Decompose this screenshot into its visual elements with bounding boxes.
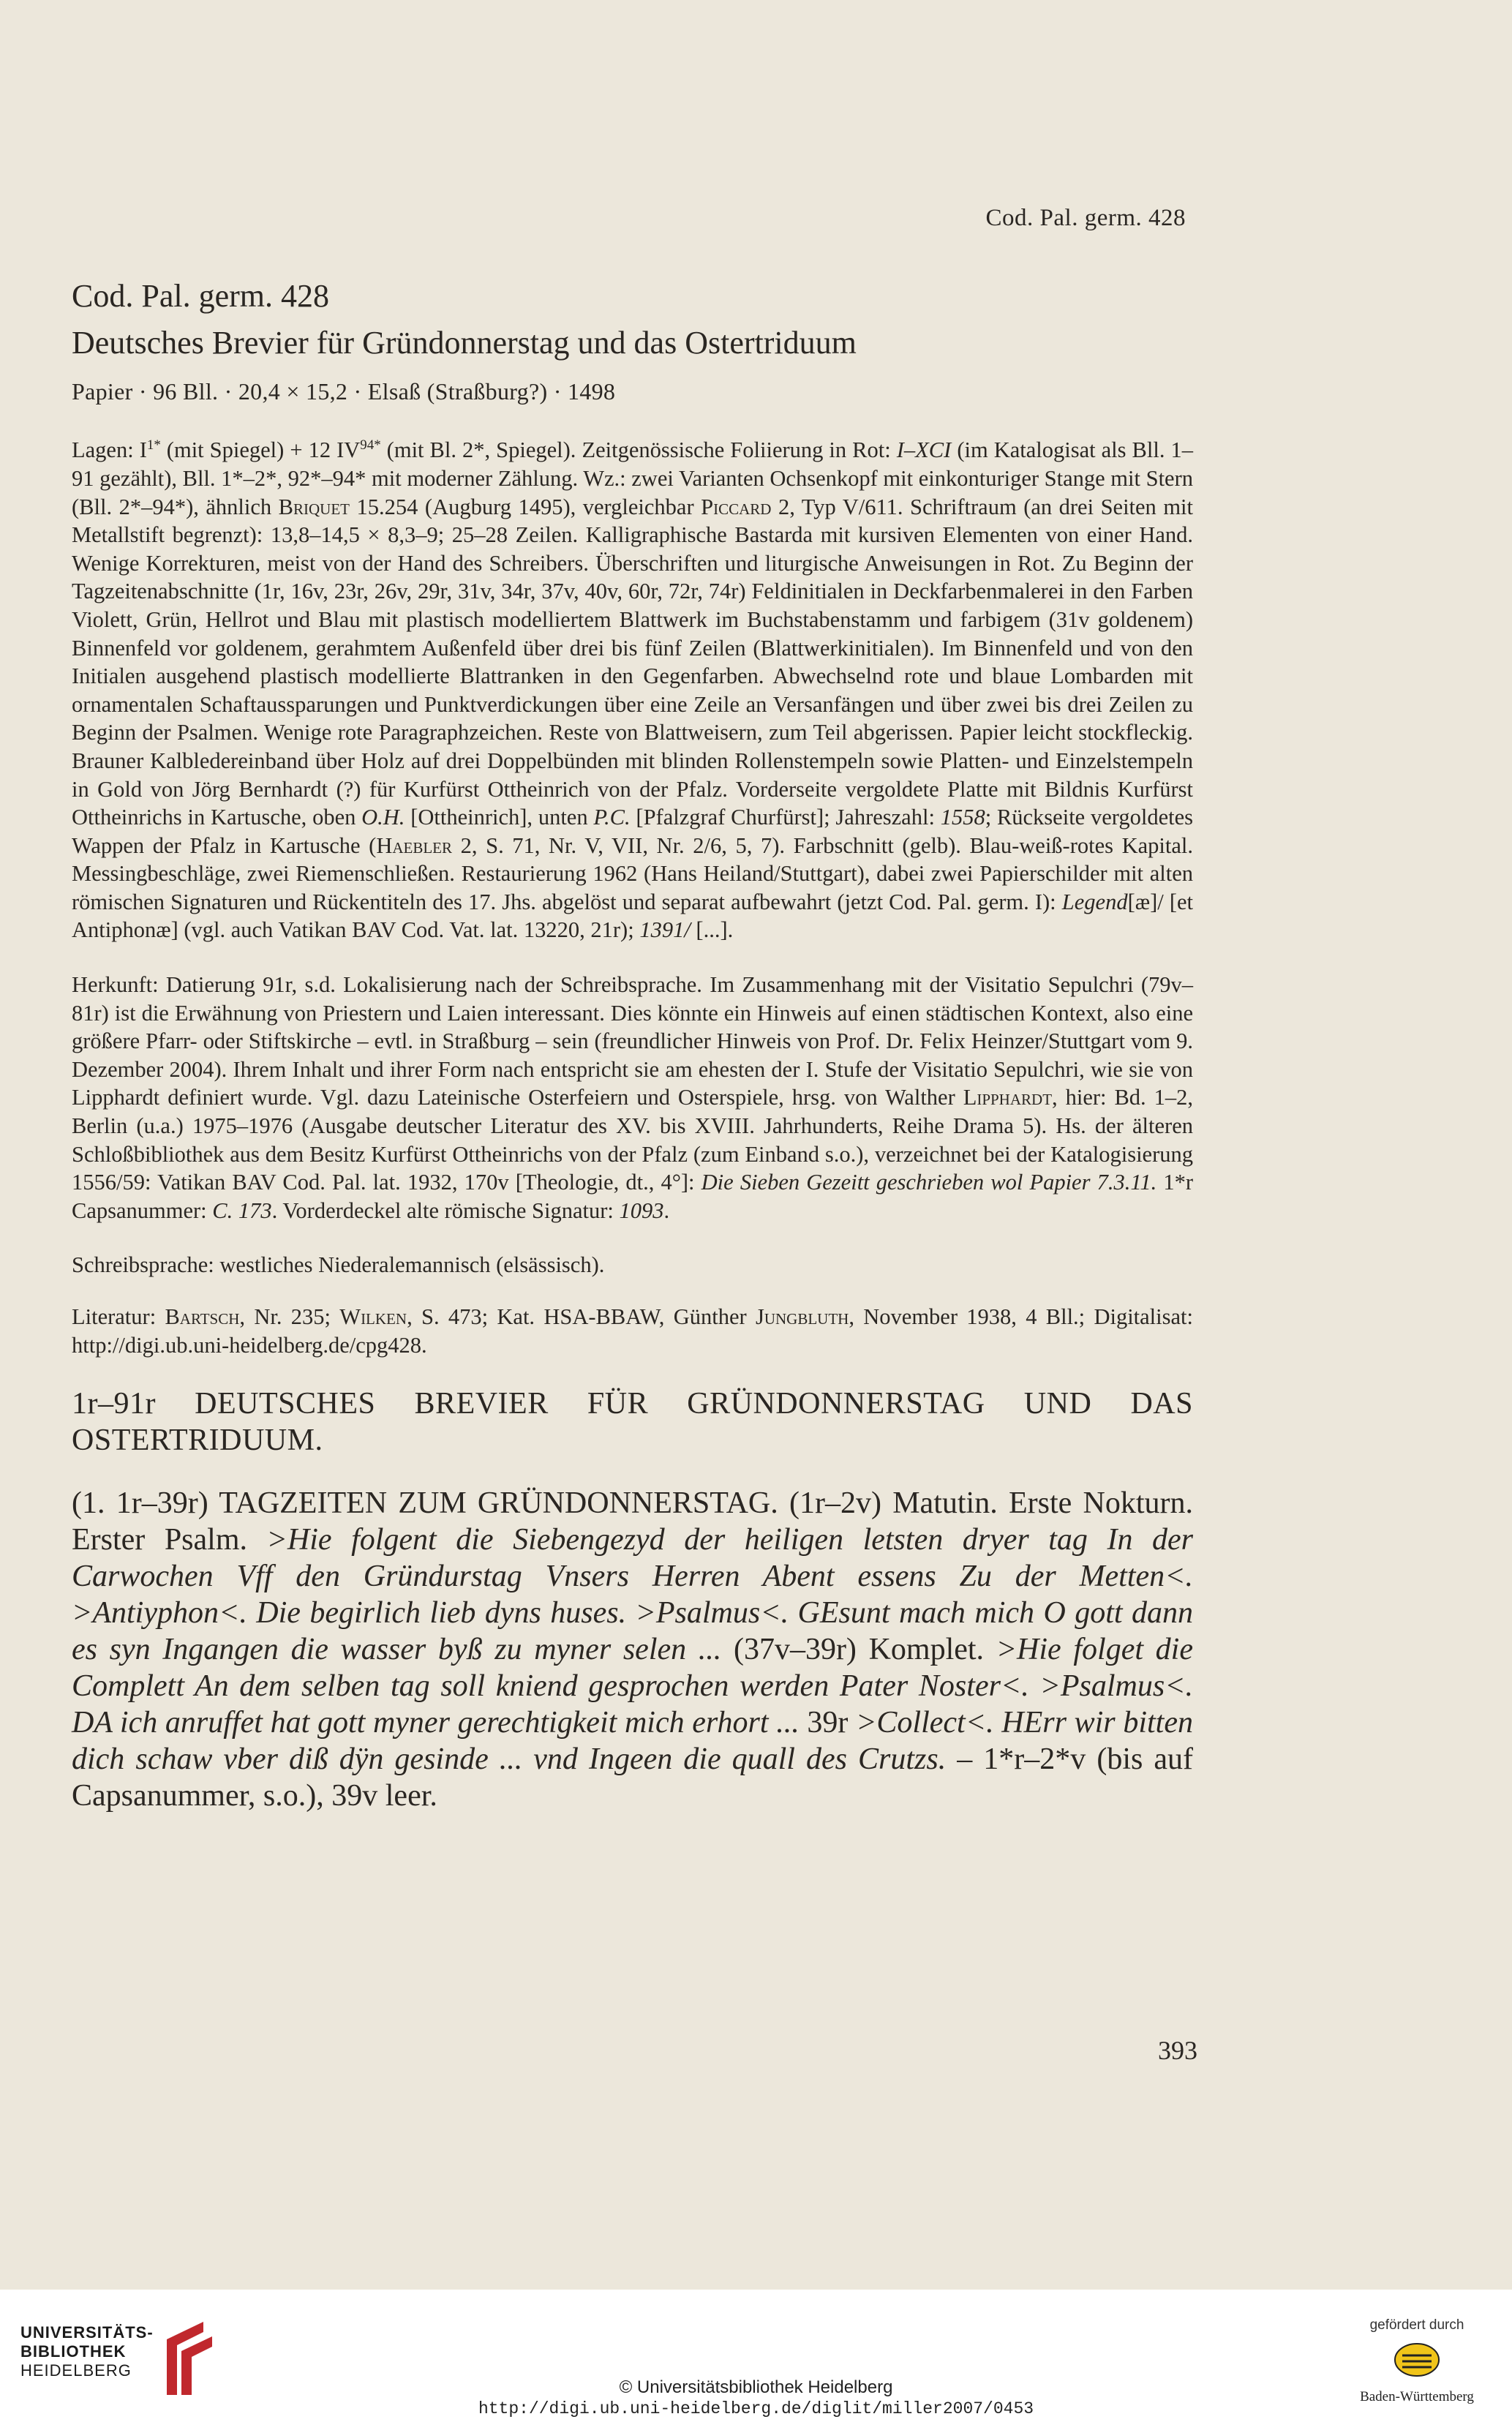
permalink-url[interactable]: http://digi.ub.uni-heidelberg.de/diglit/miller2007/0453 [478,2399,1034,2418]
schreibsprache-paragraph: Schreibsprache: westliches Niederalemannisch (elsässisch). [72,1252,605,1278]
content-entry: (1. 1r–39r) TAGZEITEN ZUM GRÜNDONNERSTAG. (1r–2v) Matutin. Erste Nokturn. Erster Psalm. >Hie folgent die Siebengezyd der heiligen letsten dryer tag In der Carwochen Vff den Gründurstag Vnsers Herren Abent essens Zu der Metten<. >Antiyphon<. Die begirlich lieb dyns huses. >Psalmus<. GEsunt mach mich O gott dann es syn Ingangen die wasser byß zu myner selen ... (37v–39r) Komplet. >Hie folget die Complett An dem selben tag soll kniend gesprochen werden Pater Noster<. >Psalmus<. DA ich anruffet hat gott myner gerechtigkeit mich erhort ... 39r >Collect<. HErr wir bitten dich schaw vber diß dÿn gesinde ... vnd Ingeen die quall des Crutzs. – 1*r–2*v (bis auf Capsanummer, s.o.), 39v leer. [72,1486,1193,1813]
herkunft-paragraph: Herkunft: Datierung 91r, s.d. Lokalisierung nach der Schreibsprache. Im Zusammenhang mit der Visitatio Sepulchri (79v–81r) ist die Erwähnung von Priestern und Laien interessant. Dies könnte ein Hinweis auf einen städtischen Kontext, also eine größere Pfarr- oder Stiftskirche – evtl. in Straßburg – sein (freundlicher Hinweis von Prof. Dr. Felix Heinzer/Stuttgart vom 9. Dezember 2004). Ihrem Inhalt und ihrer Form nach entspricht sie am ehesten der I. Stufe der Visitatio Sepulchri, wie sie von Lipphardt definiert wurde. Vgl. dazu Lateinische Osterfeiern und Osterspiele, hrsg. von Walther Lipphardt, hier: Bd. 1–2, Berlin (u.a.) 1975–1976 (Ausgabe deutscher Literatur des XV. bis XVIII. Jahrhunderts, Reihe Drama 5). Hs. der älteren Schloßbibliothek aus dem Besitz Kurfürst Ottheinrichs von der Pfalz (zum Einband s.o.), verzeichnet bei der Katalogisierung 1556/59: Vatikan BAV Cod. Pal. lat. 1932, 170v [Theologie, dt., 4°]: Die Sieben Gezeitt geschrieben wol Papier 7.3.11. 1*r Capsanummer: C. 173. Vorderdeckel alte römische Signatur: 1093. [72,972,1193,1223]
lagen-paragraph: Lagen: $I^{1*}$ (mit Spiegel) + 12 $IV^{94*}$ (mit Bl. 2*, Spiegel). Zeitgenössische Foliierung in Rot: I–XCI (im Katalogisat als Bll. 1–91 gezählt), Bll. 1*–2*, 92*–94* mit moderner Zählung. Wz.: zwei Varianten Ochsenkopf mit einkonturiger Stange mit Stern (Bll. 2*–94*), ähnlich Briquet 15.254 (Augburg 1495), vergleichbar Piccard 2, Typ V/611. Schriftraum (an drei Seiten mit Metallstift begrenzt): 13,8–14,5 × 8,3–9; 25–28 Zeilen. Kalligraphische Bastarda mit kursiven Elementen von einer Hand. Wenige Korrekturen, meist von der Hand des Schreibers. Überschriften und liturgische Anweisungen in Rot. Zu Beginn der Tagzeitenabschnitte (1r, 16v, 23r, 26v, 29r, 31v, 34r, 37v, 40v, 60r, 72r, 74r) Feldinitialen in Deckfarbenmalerei in den Farben Violett, Grün, Hellrot und Blau mit plastisch modelliertem Blattwerk im Buchstabenstamm und farbigem (31v goldenem) Binnenfeld vor goldenem, gerahmtem Außenfeld über drei bis fünf Zeilen (Blattwerkinitialen). Im Binnenfeld und von den Initialen ausgehend plastisch modellierte Blattranken in den Gegenfarben. Abwechselnd rote und blaue Lombarden mit ornamentalen Schaftaussparungen und Punktverdickungen über eine Zeile an Versanfängen und über zwei bis drei Zeilen zu Beginn der Psalmen. Wenige rote Paragraphzeichen. Reste von Blattweisern, zum Teil abgerissen. Papier leicht stockfleckig. Brauner Kalbledereinband über Holz auf drei Doppelbünden mit blinden Rollenstempeln sowie Platten- und Einzelstempeln in Gold von Jörg Bernhardt (?) für Kurfürst Ottheinrich von der Pfalz. Vorderseite vergoldete Platte mit Bildnis Kurfürst Ottheinrichs in Kartusche, oben O.H. [Ottheinrich], unten P.C. [Pfalzgraf Churfürst]; Jahreszahl: 1558; Rückseite vergoldetes Wappen der Pfalz in Kartusche (Haebler 2, S. 71, Nr. V, VII, Nr. 2/6, 5, 7). Farbschnitt (gelb). Blau-weiß-rotes Kapital. Messingbeschläge, zwei Riemenschließen. Restaurierung 1962 (Hans Heiland/Stuttgart), dabei zwei Papierschilder mit alten römischen Signaturen und Rückentiteln des 17. Jhs. abgelöst und separat aufbewahrt (jetzt Cod. Pal. germ. I): Legend[æ]/ [et Antiphonæ] (vgl. auch Vatikan BAV Cod. Vat. lat. 13220, 21r); 1391/ [...]. [72,437,1194,943]
manuscript-meta: Papier · 96 Bll. · 20,4 × 15,2 · Elsaß (Straßburg?) · 1498 [72,378,616,405]
copyright-notice: © Universitätsbibliothek Heidelberg [619,2377,893,2397]
sponsor-block [1351,2317,1483,2405]
literatur-paragraph: Literatur: Bartsch, Nr. 235; Wilken, S. 473; Kat. HSA-BBAW, Günther Jungbluth, November 1938, 4 Bll.; Digitalisat: http://digi.ub.uni-heidelberg.de/cpg428. [72,1304,1193,1358]
coat-of-arms-icon [1392,2341,1442,2379]
sponsor-label: gefördert durch [1369,2317,1464,2333]
running-head: Cod. Pal. germ. 428 [985,205,1186,231]
sponsor-name: Baden-Württemberg [1360,2389,1474,2404]
library-logo: UNIVERSITÄTS- BIBLIOTHEK HEIDELBERG [20,2323,154,2380]
section-heading: 1r–91r DEUTSCHES BREVIER FÜR GRÜNDONNERSTAG UND DAS OSTERTRIDUUM. [72,1387,1193,1458]
manuscript-title: Cod. Pal. germ. 428 [72,278,329,314]
manuscript-subtitle: Deutsches Brevier für Gründonnerstag und das Ostertriduum [72,324,857,361]
document-body [72,278,1193,1845]
page-number: 393 [1158,2036,1197,2065]
